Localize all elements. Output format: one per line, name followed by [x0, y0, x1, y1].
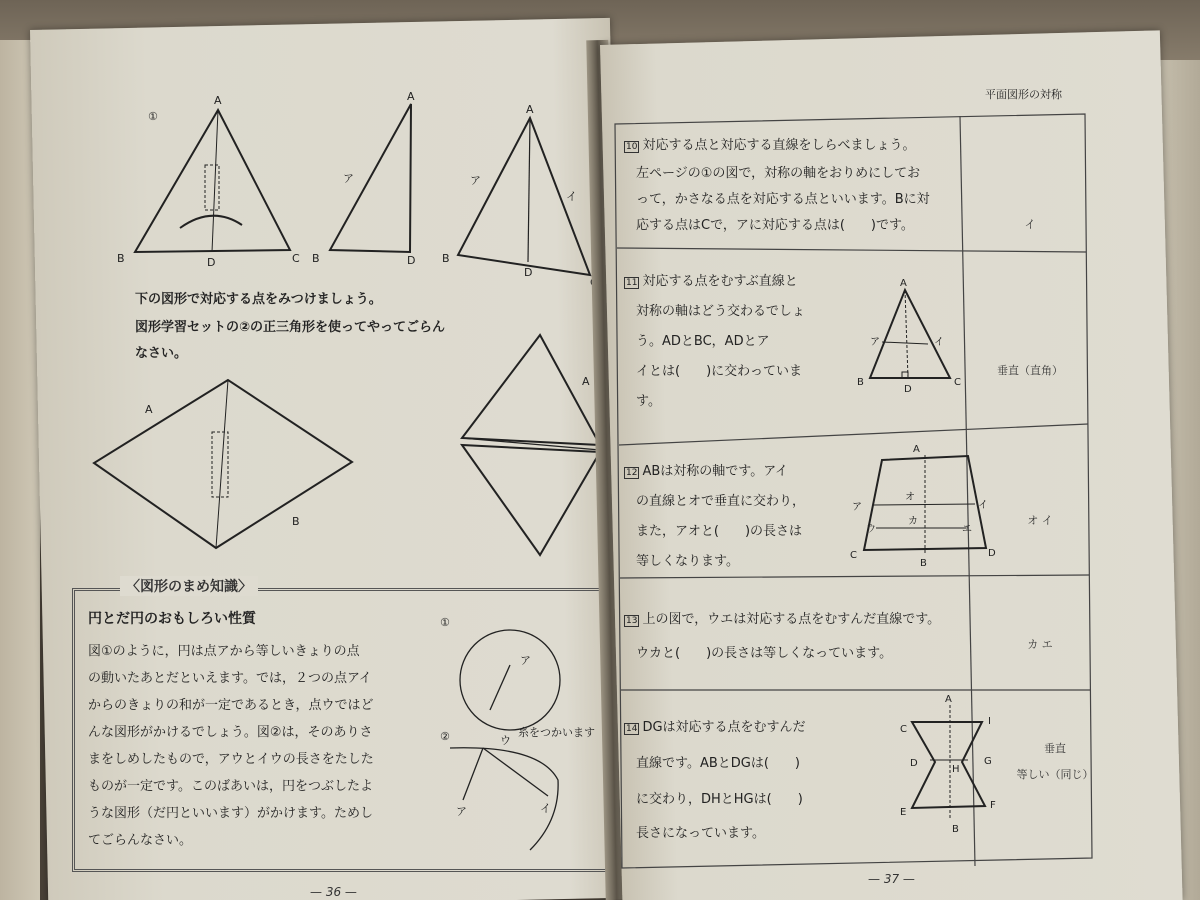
- instruction-line-1: 下の図形で対応する点をみつけましょう。: [135, 292, 382, 307]
- tip-heading: 円とだ円のおもしろい性質: [88, 611, 256, 627]
- q13-line-2: ウカと( )の長さは等しくなっています。: [636, 646, 893, 661]
- fig1-label-a: A: [214, 94, 222, 107]
- fig1-label-b: B: [117, 252, 125, 265]
- hour-label-h: H: [952, 764, 960, 775]
- q10-line-4: 応する点はCで，アに対応する点は( )です。: [636, 218, 914, 233]
- tri-label-b: B: [857, 377, 864, 388]
- q10-line-1: [624, 134, 915, 153]
- q12-line-2: の直線とオで垂直に交わり，: [636, 494, 806, 509]
- fig1-number: ①: [148, 110, 158, 123]
- fig3-label-b: B: [442, 252, 450, 265]
- tri-label-d: D: [904, 384, 912, 395]
- q12-text-1: ABは対称の軸です。アイ: [642, 464, 789, 479]
- circle-label-ア: ア: [520, 654, 531, 667]
- q13-text-1: 上の図で，ウエは対応する点をむすんだ直線です。: [642, 612, 941, 627]
- q11-number: 11: [626, 278, 638, 288]
- hour-label-a: A: [945, 694, 952, 705]
- q14-line-2: 直線です。ABとDGは( ): [636, 756, 800, 771]
- fig2-label-d: D: [407, 254, 416, 267]
- q10-text-1: 対応する点と対応する直線をしらべましょう。: [642, 138, 916, 153]
- trap-label-d: D: [988, 548, 996, 559]
- q14-line-1: [624, 716, 806, 735]
- q11-line-3: う。ADとBC，ADとア: [636, 334, 770, 349]
- fig2-label-b: B: [312, 252, 320, 265]
- circle-label-イ: イ: [540, 802, 551, 815]
- q14-line-3: に交わり，DHとHGは( ): [636, 792, 803, 807]
- q14-answer-2: 等しい（同じ）: [1016, 768, 1094, 781]
- hour-label-f: F: [990, 800, 996, 811]
- q11-line-4: イとは( )に交わっていま: [636, 364, 803, 379]
- q13-line-1: [624, 608, 940, 627]
- q14-answer-1: 垂直: [1044, 742, 1066, 755]
- q11-line-2: 対称の軸はどう交わるでしょ: [636, 304, 805, 319]
- q10-line-3: って，かさなる点を対応する点といいます。Bに対: [636, 192, 930, 207]
- tri-label-c: C: [954, 377, 961, 388]
- fig3-label-イ: イ: [566, 190, 577, 203]
- q12-line-1: [624, 460, 788, 479]
- fig3-label-d: D: [524, 266, 533, 279]
- tip-line-4: んな図形がかけるでしょう。図②は，そのありさ: [88, 725, 373, 740]
- trap-label-ウ: ウ: [866, 524, 876, 535]
- fig1-label-d: D: [207, 256, 216, 269]
- hour-label-i: I: [988, 716, 991, 727]
- trap-label-エ: エ: [962, 524, 972, 535]
- tri-label-a: A: [900, 278, 907, 289]
- hour-label-c: C: [900, 724, 907, 735]
- fold-label-a: A: [582, 375, 590, 388]
- tip-box-title: 〈図形のまめ知識〉: [120, 576, 258, 596]
- q12-answer: オ イ: [1027, 514, 1053, 527]
- q11-answer: 垂直（直角）: [997, 364, 1063, 377]
- tip-line-1: 図①のように，円は点アから等しいきょりの点: [88, 644, 360, 659]
- left-page-number: — 36 —: [310, 885, 357, 899]
- hour-label-e: E: [900, 807, 907, 818]
- fig3-label-ア: ア: [470, 174, 481, 187]
- hour-label-d: D: [910, 758, 918, 769]
- circle-label-ウ: ウ: [500, 734, 511, 747]
- rhombus-label-a: A: [145, 403, 153, 416]
- trap-label-カ: カ: [908, 516, 918, 527]
- q13-number: 13: [626, 616, 638, 626]
- q12-number: 12: [626, 468, 638, 478]
- right-page-header: 平面図形の対称: [985, 88, 1062, 101]
- trap-label-b: B: [920, 558, 927, 569]
- tip-line-3: からのきょりの和が一定であるとき，点ウではど: [88, 698, 374, 713]
- circle-num-2: ②: [440, 730, 450, 743]
- instruction-line-2: 図形学習セットの②の正三角形を使ってやってごらん: [135, 320, 446, 335]
- tip-line-5: まをしめしたもので，アウとイウの長さをたした: [88, 752, 374, 767]
- q14-number: 14: [626, 724, 638, 734]
- right-page-number: — 37 —: [868, 872, 915, 886]
- tri-label-イ: イ: [934, 337, 944, 348]
- fig2-label-a: A: [407, 90, 415, 103]
- circle-label-ア2: ア: [456, 805, 467, 818]
- fig3-label-a: A: [526, 103, 534, 116]
- hour-label-g: G: [984, 756, 992, 767]
- q12-line-3: また，アオと( )の長さは: [636, 524, 803, 539]
- q11-text-1: 対応する点をむすぶ直線と: [642, 274, 798, 289]
- trap-label-c: C: [850, 550, 857, 561]
- tip-line-7: うな図形（だ円といいます）がかけます。ためし: [88, 806, 373, 821]
- rhombus-label-b: B: [292, 515, 300, 528]
- fig2-label-ア: ア: [343, 172, 354, 185]
- q13-answer: カ エ: [1027, 638, 1053, 651]
- instruction-line-3: なさい。: [135, 346, 188, 361]
- q11-line-1: [624, 270, 798, 289]
- trap-label-ア: ア: [852, 502, 862, 513]
- hour-label-b: B: [952, 824, 959, 835]
- tip-line-6: ものが一定です。このばあいは，円をつぶしたよ: [88, 779, 373, 794]
- tip-line-2: の動いたあとだといえます。では，２つの点アイ: [88, 671, 372, 686]
- tip-line-8: てごらんなさい。: [88, 833, 193, 848]
- q10-number: 10: [626, 142, 638, 152]
- q10-line-2: 左ページの①の図で，対称の軸をおりめにしてお: [636, 166, 921, 181]
- circle-num-1: ①: [440, 616, 450, 629]
- q10-answer: イ: [1024, 218, 1036, 231]
- q12-line-4: 等しくなります。: [636, 554, 739, 569]
- trap-label-a: A: [913, 444, 920, 455]
- q14-text-1: DGは対応する点をむすんだ: [642, 720, 806, 735]
- q11-line-5: す。: [636, 394, 661, 409]
- trap-label-イ: イ: [978, 500, 988, 511]
- fig1-label-c: C: [292, 252, 300, 265]
- circle-string-note: 糸をつかいます: [518, 726, 595, 739]
- q14-line-4: 長さになっています。: [636, 826, 765, 841]
- tri-label-ア: ア: [870, 337, 880, 348]
- trap-label-オ: オ: [905, 492, 915, 503]
